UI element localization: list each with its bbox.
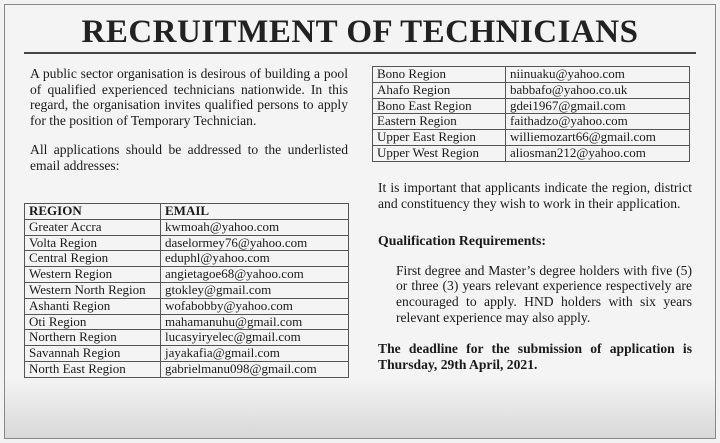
region-email-table-right bbox=[372, 66, 690, 162]
region-cell: Upper East Region bbox=[373, 130, 506, 146]
page-title: RECRUITMENT OF TECHNICIANS bbox=[81, 14, 639, 50]
email-cell: mahamanuhu@gmail.com bbox=[161, 314, 349, 330]
region-cell: Central Region bbox=[25, 251, 161, 267]
email-cell: lucasyiryelec@gmail.com bbox=[161, 330, 349, 346]
table-row bbox=[25, 298, 349, 314]
table-row bbox=[25, 314, 349, 330]
table-header-row bbox=[25, 204, 349, 220]
email-cell: wofabobby@yahoo.com bbox=[161, 298, 349, 314]
region-cell: Bono East Region bbox=[373, 98, 506, 114]
email-cell: niinuaku@yahoo.com bbox=[506, 67, 690, 83]
table-row bbox=[373, 145, 690, 161]
email-cell: gtokley@gmail.com bbox=[161, 282, 349, 298]
email-cell: gdei1967@gmail.com bbox=[506, 98, 690, 114]
region-email-table-left bbox=[24, 203, 349, 378]
table-row bbox=[373, 67, 690, 83]
region-cell: Ashanti Region bbox=[25, 298, 161, 314]
table-row bbox=[373, 130, 690, 146]
table-row bbox=[25, 267, 349, 283]
left-column bbox=[30, 66, 348, 174]
region-cell: Bono Region bbox=[373, 67, 506, 83]
scan-shadow bbox=[5, 378, 715, 438]
email-cell: jayakafia@gmail.com bbox=[161, 346, 349, 362]
table-row bbox=[25, 282, 349, 298]
deadline-text: The deadline for the submission of application is Thursday, 29th April, 2021. bbox=[378, 341, 692, 372]
table-row bbox=[25, 346, 349, 362]
email-cell: eduphl@yahoo.com bbox=[161, 251, 349, 267]
qualification-heading: Qualification Requirements: bbox=[378, 233, 546, 249]
email-cell: angietagoe68@yahoo.com bbox=[161, 267, 349, 283]
email-cell: gabrielmanu098@gmail.com bbox=[161, 361, 349, 377]
region-cell: Western Region bbox=[25, 267, 161, 283]
email-cell: daselormey76@yahoo.com bbox=[161, 235, 349, 251]
region-note: It is important that applicants indicate the region, district and constituency they wish to work in their application. bbox=[378, 180, 692, 211]
right-column bbox=[378, 180, 692, 372]
email-header: EMAIL bbox=[161, 204, 349, 220]
email-cell: aliosman212@yahoo.com bbox=[506, 145, 690, 161]
region-cell: Greater Accra bbox=[25, 219, 161, 235]
region-cell: Western North Region bbox=[25, 282, 161, 298]
region-cell: Savannah Region bbox=[25, 346, 161, 362]
region-cell: Upper West Region bbox=[373, 145, 506, 161]
table-row bbox=[25, 251, 349, 267]
table-row bbox=[25, 219, 349, 235]
email-cell: faithadzo@yahoo.com bbox=[506, 114, 690, 130]
table-row bbox=[25, 361, 349, 377]
qualification-text: First degree and Master’s degree holders with five (5) or three (3) years relevant experience respectively are encouraged to apply. HND holders with six years relevant experience may also apply. bbox=[396, 262, 692, 325]
email-cell: babbafo@yahoo.co.uk bbox=[506, 82, 690, 98]
table-row bbox=[373, 98, 690, 114]
region-cell: North East Region bbox=[25, 361, 161, 377]
email-cell: kwmoah@yahoo.com bbox=[161, 219, 349, 235]
title-divider bbox=[24, 52, 696, 54]
region-header: REGION bbox=[25, 204, 161, 220]
table-row bbox=[373, 114, 690, 130]
address-note: All applications should be addressed to the underlisted email addresses: bbox=[30, 142, 348, 173]
region-cell: Northern Region bbox=[25, 330, 161, 346]
region-cell: Ahafo Region bbox=[373, 82, 506, 98]
intro-paragraph: A public sector organisation is desirous of building a pool of qualified experienced technicians nationwide. In this regard, the organisation invites qualified persons to apply for the position of Temporary Technician. bbox=[30, 66, 348, 128]
email-cell: williemozart66@gmail.com bbox=[506, 130, 690, 146]
table-row bbox=[25, 330, 349, 346]
table-row bbox=[25, 235, 349, 251]
region-cell: Eastern Region bbox=[373, 114, 506, 130]
region-cell: Volta Region bbox=[25, 235, 161, 251]
table-row bbox=[373, 82, 690, 98]
region-cell: Oti Region bbox=[25, 314, 161, 330]
